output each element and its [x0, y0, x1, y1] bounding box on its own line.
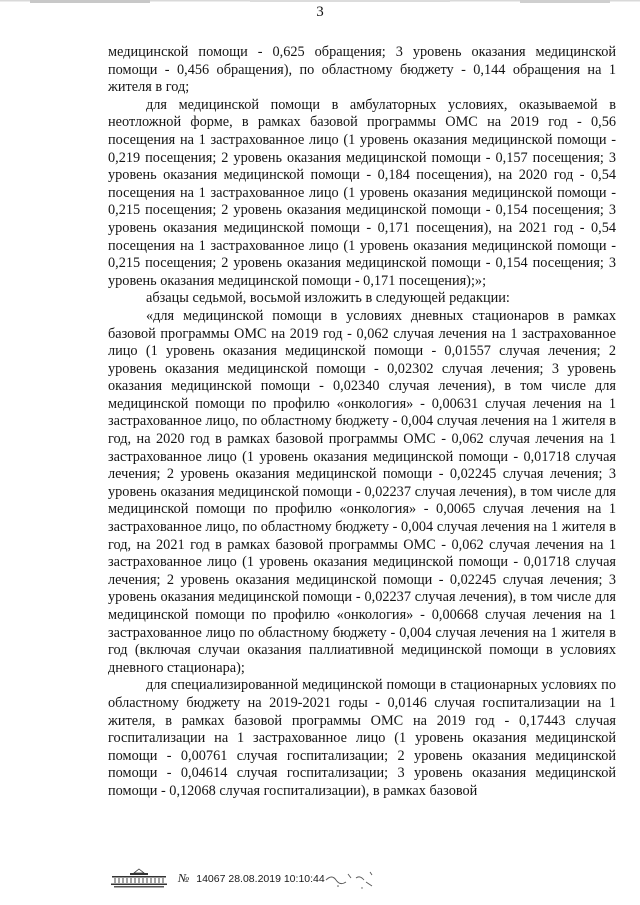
document-id: 14067 — [196, 872, 226, 885]
page-number: 3 — [316, 4, 324, 20]
government-building-logo-icon — [108, 867, 170, 889]
number-sign: № — [178, 870, 190, 885]
handwritten-mark-icon — [322, 866, 382, 892]
paragraph-5: для специализированной медицинской помощи в стационарных условиях по областному бюджету на 2019-2021 годы - 0,0146 случая госпитализации на 1 жителя, в рамках базовой программы ОМС на 2019 год - 0,17443 случая госпитализации на 1 застрахованное лицо (1 уровень оказания медицинской помощи - 0,00761 случая госпитализации; 2 уровень оказания медицинской помощи - 0,04614 случая госпитализации; 3 уровень оказания медицинской помощи - 0,12068 случая госпитализации), в рамках базовой — [108, 677, 616, 799]
document-body — [108, 44, 616, 801]
document-timestamp: 28.08.2019 10:10:44 — [228, 872, 325, 885]
paragraph-2: для медицинской помощи в амбулаторных условиях, оказываемой в неотложной форме, в рамках базовой программы ОМС на 2019 год - 0,56 посещения на 1 застрахованное лицо (1 уровень оказания медицинской помощи - 0,219 посещения; 2 уровень оказания медицинской помощи - 0,157 посещения; 3 уровень оказания медицинской помощи - 0,184 посещения), на 2020 год - 0,54 посещения на 1 застрахованное лицо (1 уровень оказания медицинской помощи - 0,215 посещения; 2 уровень оказания медицинской помощи - 0,154 посещения; 3 уровень оказания медицинской помощи - 0,171 посещения), на 2021 год - 0,54 посещения на 1 застрахованное лицо (1 уровень оказания медицинской помощи - 0,215 посещения; 2 уровень оказания медицинской помощи - 0,154 посещения; 3 уровень оказания медицинской помощи - 0,171 посещения);»; — [108, 96, 616, 289]
document-footer — [108, 866, 325, 890]
paragraph-4: «для медицинской помощи в условиях дневных стационаров в рамках базовой программы ОМС на 2019 год - 0,062 случая лечения на 1 застрахованное лицо (1 уровень оказания медицинской помощи - 0,01557 случая лечения; 2 уровень оказания медицинской помощи - 0,02302 случая лечения; 3 уровень оказания медицинской помощи - 0,02340 случая лечения), в том числе для медицинской помощи по профилю «онкология» - 0,00631 случая лечения на 1 застрахованное лицо, по областному бюджету - 0,004 случая лечения на 1 жителя в год, на 2020 год в рамках базовой программы ОМС - 0,062 случая лечения на 1 застрахованное лицо (1 уровень оказания медицинской помощи - 0,01718 случая лечения; 2 уровень оказания медицинской помощи - 0,02245 случая лечения; 3 уровень оказания медицинской помощи - 0,02237 случая лечения), в том числе для медицинской помощи по профилю «онкология» - 0,0065 случая лечения на 1 застрахованное лицо, по областному бюджету - 0,004 случая лечения на 1 жителя в год, на 2021 год в рамках базовой программы ОМС - 0,062 случая лечения на 1 застрахованное лицо (1 уровень оказания медицинской помощи - 0,01718 случая лечения; 2 уровень оказания медицинской помощи - 0,02245 случая лечения; 3 уровень оказания медицинской помощи - 0,02237 случая лечения), в том числе для медицинской помощи по профилю «онкология» - 0,00668 случая лечения на 1 застрахованное лицо по областному бюджету - 0,004 случая лечения на 1 жителя в год (включая случаи оказания паллиативной медицинской помощи в условиях дневного стационара); — [108, 307, 616, 676]
paragraph-1: медицинской помощи - 0,625 обращения; 3 уровень оказания медицинской помощи - 0,456 обращения), по областному бюджету - 0,144 обращения на 1 жителя в год; — [108, 44, 616, 96]
paragraph-3: абзацы седьмой, восьмой изложить в следующей редакции: — [146, 290, 510, 307]
registration-stamp — [178, 871, 325, 886]
